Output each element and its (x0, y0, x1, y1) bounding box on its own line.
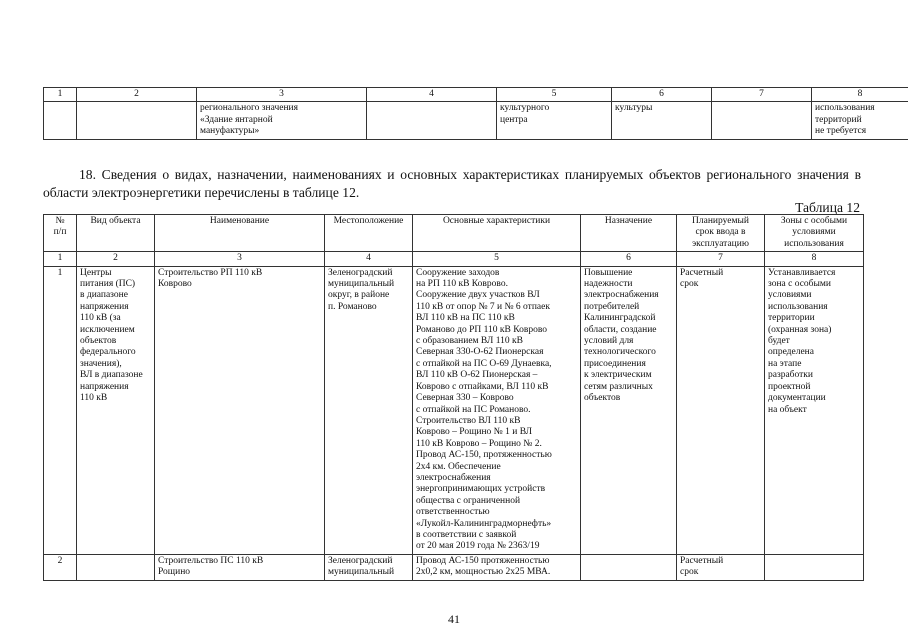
column-number: 2 (77, 88, 197, 102)
column-number: 7 (712, 88, 812, 102)
object-zones (765, 554, 864, 580)
row-num: 1 (44, 266, 77, 554)
table-cell: культурного центра (497, 102, 612, 139)
column-number: 2 (77, 252, 155, 266)
header-location: Местоположение (325, 215, 413, 252)
column-number-row (44, 252, 864, 266)
header-row (44, 215, 864, 252)
table-row (44, 102, 908, 139)
section-paragraph: 18. Сведения о видах, назначении, наименованиях и основных характеристиках планируемых объектов регионального значения в области электроэнергетики перечислены в таблице 12. (43, 167, 861, 200)
object-characteristics: Сооружение заходов на РП 110 кВ Коврово. Сооружение двух участков ВЛ 110 кВ от опор № 7 и № 6 отпаек ВЛ 110 кВ на ПС 110 кВ Романово до РП 110 кВ Коврово с образованием ВЛ 110 кВ Северная 330-О-62 Пионерская с отпайкой на ПС О-69 Дунаевка, ВЛ 110 кВ О-62 Пионерская – Коврово с отпайками, ВЛ 110 кВ Северная 330 – Коврово с отпайкой на ПС Романово. Строительство ВЛ 110 кВ Коврово – Рощино № 1 и ВЛ 110 кВ Коврово – Рощино № 2. Провод АС-150, протяженностью 2х4 км. Обеспечение электроснабжения энергопринимающих устройств общества с ограниченной ответственностью «Лукойл-Калининградморнефть» в соответствии с заявкой от 20 мая 2019 года № 2363/19 (413, 266, 581, 554)
object-location: Зеленоградский муниципальный округ, в районе п. Романово (325, 266, 413, 554)
header-characteristics: Основные характеристики (413, 215, 581, 252)
table-cell: культуры (612, 102, 712, 139)
object-name: Строительство РП 110 кВ Коврово (155, 266, 325, 554)
table-caption: Таблица 12 (795, 200, 860, 215)
table-12 (43, 214, 864, 581)
object-type: Центры питания (ПС) в диапазоне напряжения 110 кВ (за исключением объектов федерального значения), ВЛ в диапазоне напряжения 110 кВ (77, 266, 155, 554)
header-num: № п/п (44, 215, 77, 252)
column-number: 1 (44, 88, 77, 102)
column-number: 1 (44, 252, 77, 266)
row-num: 2 (44, 554, 77, 580)
column-number: 7 (677, 252, 765, 266)
continued-table (43, 87, 908, 140)
table-cell (44, 102, 77, 139)
table-cell: регионального значения «Здание янтарной мануфактуры» (197, 102, 367, 139)
column-number: 4 (325, 252, 413, 266)
header-type: Вид объекта (77, 215, 155, 252)
table-row (44, 554, 864, 580)
object-purpose (581, 554, 677, 580)
header-purpose: Назначение (581, 215, 677, 252)
column-number: 6 (581, 252, 677, 266)
object-type (77, 554, 155, 580)
column-number: 5 (413, 252, 581, 266)
object-purpose: Повышение надежности электроснабжения потребителей Калининградской области, создание условий для технологического присоединения к электрическим сетям различных объектов (581, 266, 677, 554)
page-number: 41 (448, 612, 460, 626)
table-cell (367, 102, 497, 139)
object-planned-term: Расчетный срок (677, 266, 765, 554)
table-cell (77, 102, 197, 139)
table-row (44, 266, 864, 554)
object-name: Строительство ПС 110 кВ Рощино (155, 554, 325, 580)
column-number: 8 (812, 88, 908, 102)
column-number-row (44, 88, 908, 102)
object-zones: Устанавливается зона с особыми условиями использования территории (охранная зона) будет определена на этапе разработки проектной документации на объект (765, 266, 864, 554)
object-location: Зеленоградский муниципальный (325, 554, 413, 580)
column-number: 3 (155, 252, 325, 266)
object-planned-term: Расчетный срок (677, 554, 765, 580)
column-number: 3 (197, 88, 367, 102)
column-number: 6 (612, 88, 712, 102)
header-zones: Зоны с особыми условиями использования (765, 215, 864, 252)
object-characteristics: Провод АС-150 протяженностью 2х0,2 км, мощностью 2х25 МВА. (413, 554, 581, 580)
column-number: 4 (367, 88, 497, 102)
column-number: 5 (497, 88, 612, 102)
table-cell (712, 102, 812, 139)
header-planned-term: Планируемый срок ввода в эксплуатацию (677, 215, 765, 252)
table-cell: использования территорий не требуется (812, 102, 908, 139)
column-number: 8 (765, 252, 864, 266)
header-name: Наименование (155, 215, 325, 252)
